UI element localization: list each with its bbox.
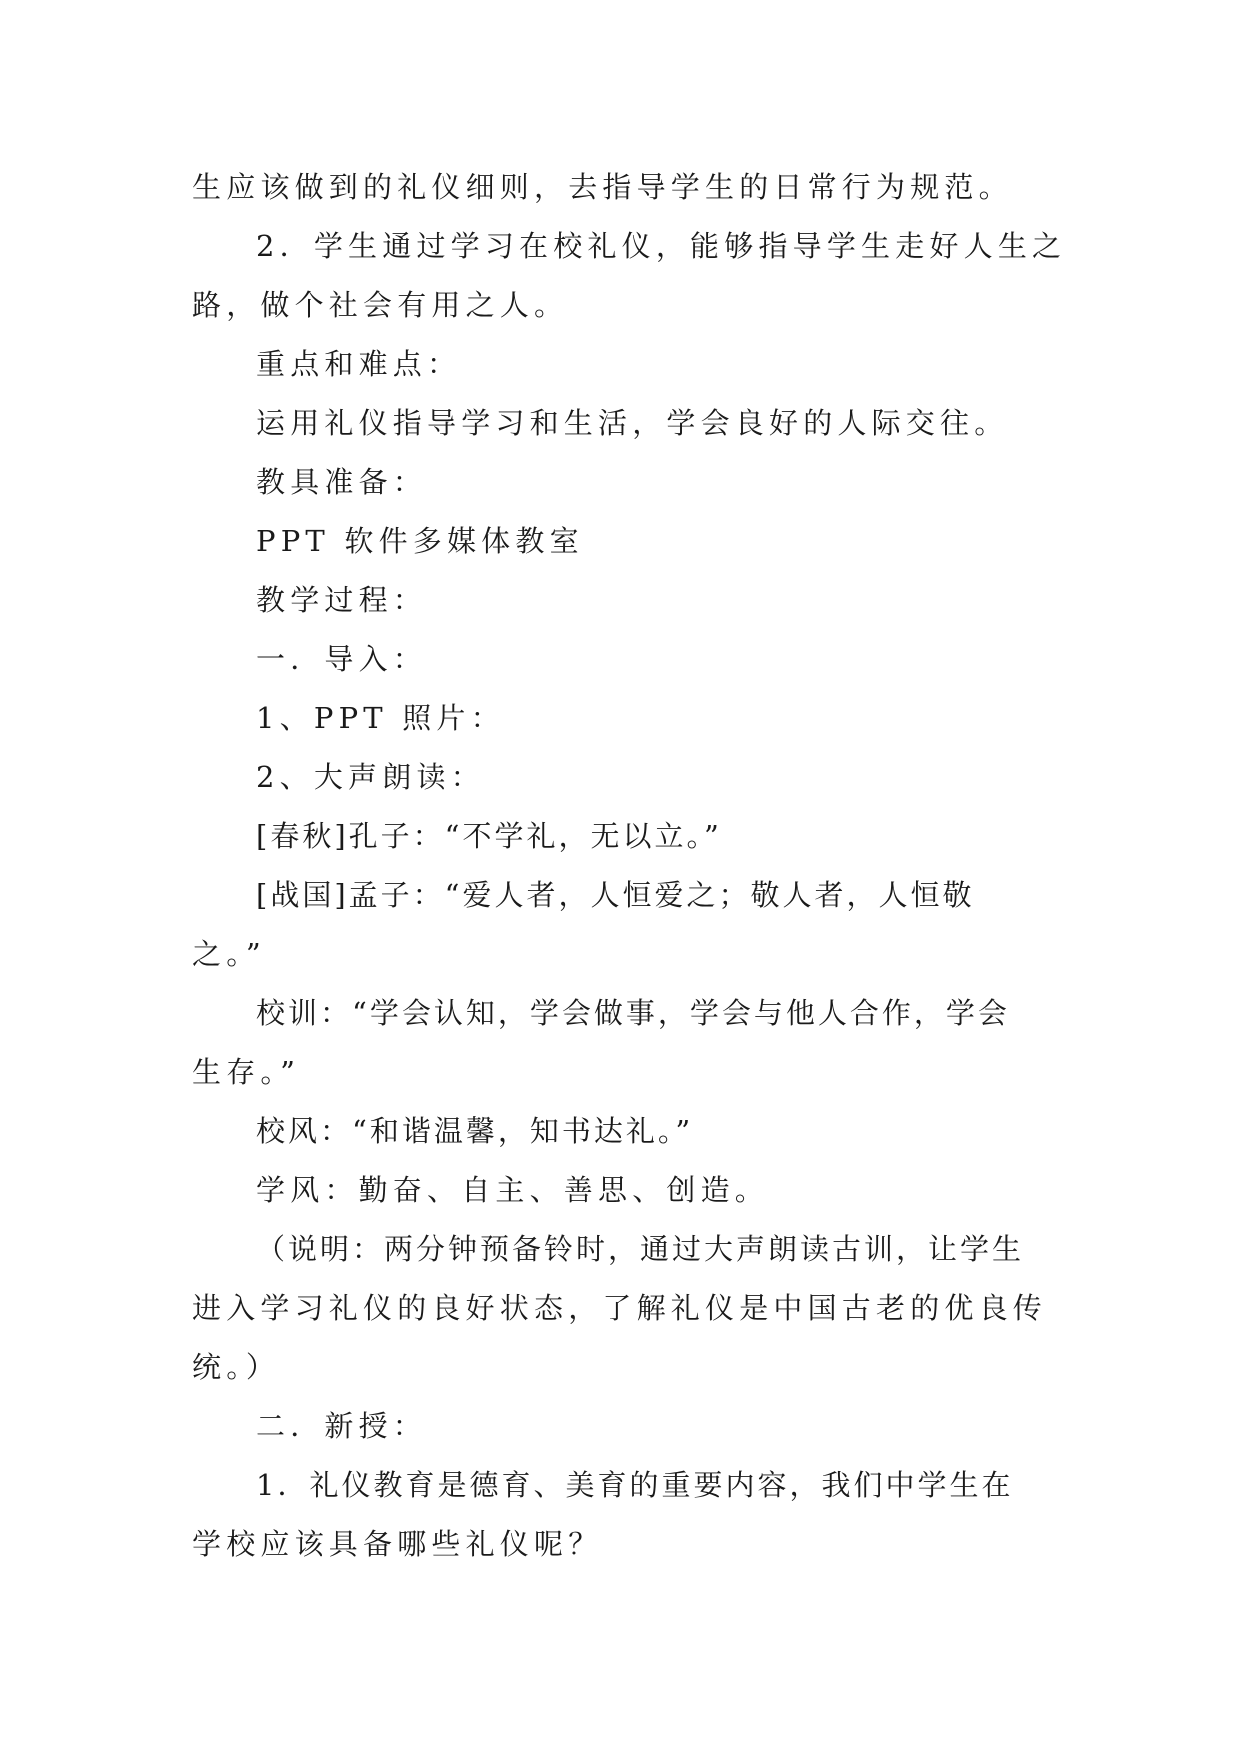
- quote-line: [战国]孟子：“爱人者，人恒爱之；敬人者，人恒敬: [256, 878, 975, 912]
- text-line: 学风：勤奋、自主、善思、创造。: [256, 1173, 770, 1207]
- text-line: 运用礼仪指导学习和生活，学会良好的人际交往。: [256, 406, 1009, 440]
- text-line: 2．学生通过学习在校礼仪，能够指导学生走好人生之: [256, 229, 1067, 263]
- note-line: （说明：两分钟预备铃时，通过大声朗读古训，让学生: [256, 1232, 1025, 1266]
- note-line: 进入学习礼仪的良好状态，了解礼仪是中国古老的优良传: [192, 1291, 1048, 1325]
- text-line: 路，做个社会有用之人。: [192, 288, 569, 322]
- quote-line: 生存。”: [192, 1055, 301, 1089]
- text-line: 1．礼仪教育是德育、美育的重要内容，我们中学生在: [256, 1468, 1014, 1502]
- text-line: 2、大声朗读：: [256, 760, 485, 794]
- note-line: 统。）: [192, 1350, 281, 1384]
- text-line: 学校应该具备哪些礼仪呢？: [192, 1527, 603, 1561]
- section-heading: 重点和难点：: [256, 347, 462, 381]
- quote-line: 校风：“和谐温馨，知书达礼。”: [256, 1114, 694, 1148]
- section-heading: 教具准备：: [256, 465, 428, 499]
- section-heading: 教学过程：: [256, 583, 428, 617]
- quote-line: 校训：“学会认知，学会做事，学会与他人合作，学会: [256, 996, 1010, 1030]
- document-body: [192, 158, 1067, 1574]
- text-line: 1、PPT 照片：: [256, 701, 505, 735]
- section-heading: 二．新授：: [256, 1409, 428, 1443]
- quote-line: [春秋]孔子：“不学礼，无以立。”: [256, 819, 722, 853]
- quote-line: 之。”: [192, 937, 266, 971]
- text-line: 生应该做到的礼仪细则，去指导学生的日常行为规范。: [192, 170, 1013, 204]
- section-heading: 一．导入：: [256, 642, 428, 676]
- text-line: PPT 软件多媒体教室: [256, 524, 584, 558]
